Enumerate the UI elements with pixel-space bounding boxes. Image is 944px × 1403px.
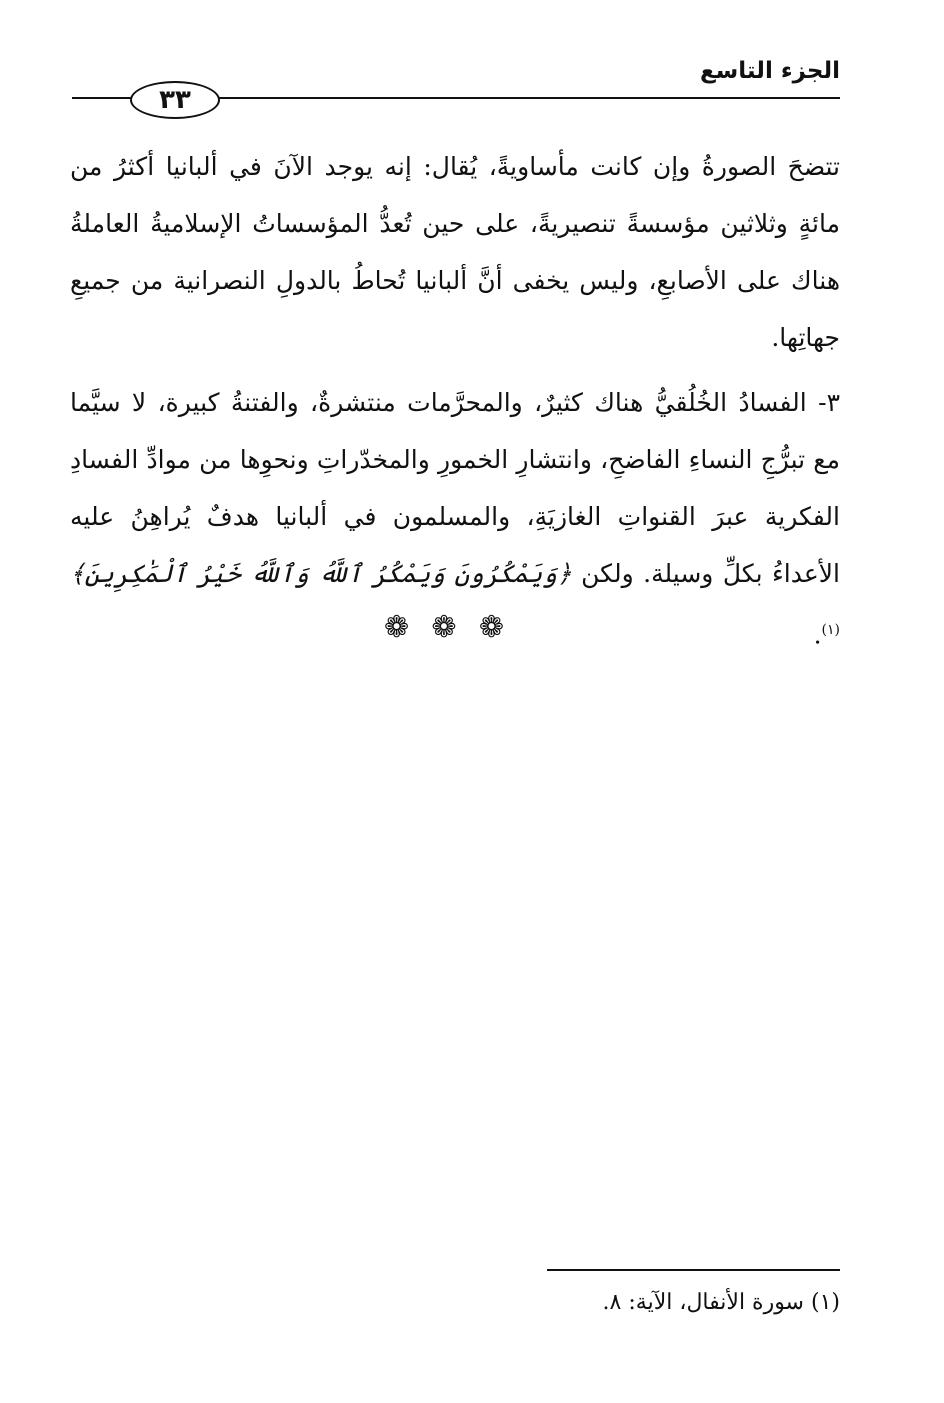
- flower-ornament-icon: ❁: [431, 610, 457, 645]
- paragraph: تتضحَ الصورةُ وإن كانت مأساويةً، يُقال: إنه يوجد الآنَ في ألبانيا أكثرُ من مائةٍ وثلاثين مؤسسةً تنصيريةً، على حين تُعدُّ المؤسساتُ الإسلاميةُ العاملةُ هناك على الأصابعِ، وليس يخفى أنَّ ألبانيا تُحاطُ بالدولِ النصرانية من جميعِ جهاتِها.: [70, 152, 840, 352]
- quran-verse: ﴿وَيَمْكُرُونَ وَيَمْكُرُ ٱللَّهُ وَٱللَّهُ خَيْرُ ٱلْمَٰكِرِينَ﴾: [70, 559, 572, 588]
- footnote: (١) سورة الأنفال، الآية: ٨.: [602, 1290, 840, 1315]
- flower-ornament-icon: ❁: [478, 610, 504, 645]
- flower-ornament-icon: ❁: [384, 610, 410, 645]
- footnote-rule: [547, 1269, 840, 1271]
- paragraph-text: ٣- الفسادُ الخُلُقيُّ هناك كثيرٌ، والمحرَّمات منتشرةٌ، والفتنةُ كبيرة، لا سيَّما مع تبرُّجِ النساءِ الفاضحِ، وانتشارِ الخمورِ والمخدّراتِ ونحوِها من موادِّ الفسادِ الفكرية عبرَ القنواتِ الغازيَةِ، والمسلمون في ألبانيا هدفٌ يُراهِنُ عليه الأعداءُ بكلِّ وسيلة. ولكن: [70, 388, 841, 588]
- footnote-reference: (١): [821, 622, 840, 638]
- section-separator: [384, 610, 504, 645]
- chapter-title: الجزء التاسع: [699, 58, 840, 84]
- paragraph-end: .: [813, 620, 822, 650]
- page-number: ٣٣: [130, 81, 220, 119]
- body-text: [70, 138, 840, 671]
